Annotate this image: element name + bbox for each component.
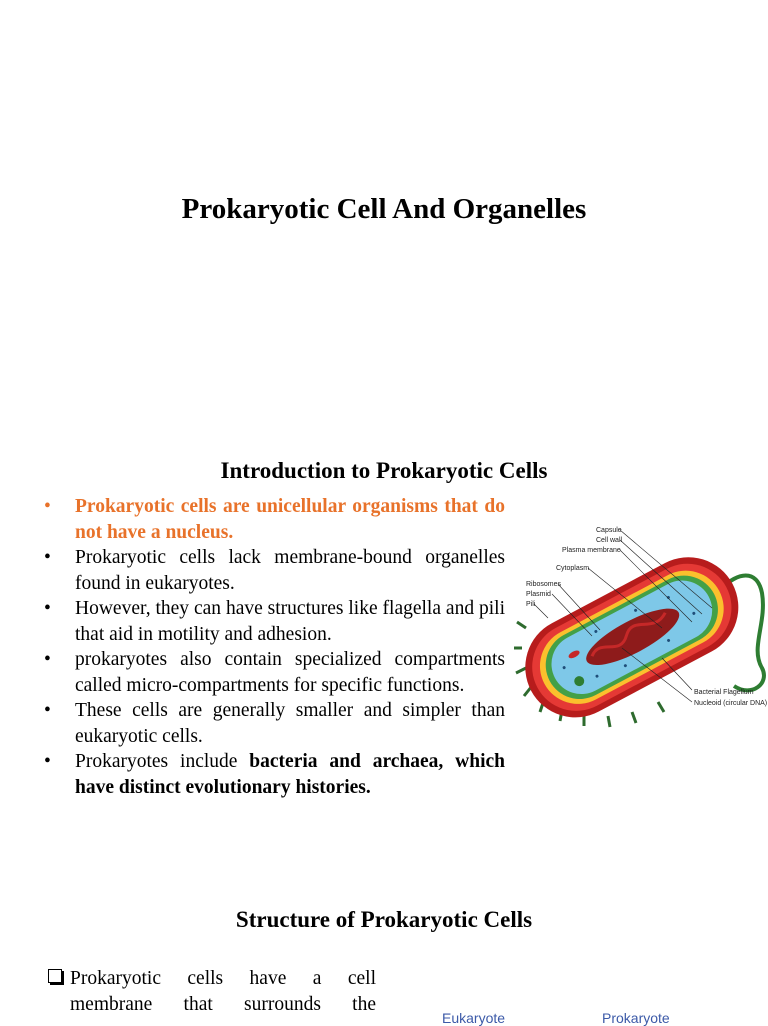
list-item: [46, 966, 376, 1018]
bullet-text: These cells are generally smaller and simpler than eukaryotic cells.: [75, 700, 505, 747]
cytoplasm-label: Cytoplasm: [556, 565, 590, 572]
cell-wall-label: Cell wall: [596, 537, 623, 544]
bullet-text-highlight: Prokaryotic cells are unicellular organisms that do not have a nucleus.: [75, 496, 505, 543]
bullet-icon: •: [44, 751, 51, 772]
intro-heading: Introduction to Prokaryotic Cells: [220, 458, 548, 483]
intro-bullet-list: [44, 494, 505, 800]
structure-heading: Structure of Prokaryotic Cells: [235, 907, 533, 932]
flagellum-label: Bacterial Flagellum: [694, 689, 754, 696]
list-item: [44, 545, 505, 596]
bullet-icon: •: [44, 547, 51, 568]
page-title: Prokaryotic Cell And Organelles: [181, 193, 587, 225]
prokaryote-label: Prokaryote: [602, 1010, 670, 1026]
bullet-text: Prokaryotic cells lack membrane-bound organelles found in eukaryotes.: [75, 547, 505, 594]
list-item: [44, 596, 505, 647]
plasma-membrane-label: Plasma membrane: [562, 547, 621, 554]
list-item: [44, 698, 505, 749]
bullet-text-prefix: Prokaryotes include: [75, 751, 250, 772]
list-item: [44, 749, 505, 800]
eukaryote-label: Eukaryote: [442, 1010, 506, 1026]
bullet-text-bold: bacteria and archaea, which have distinct evolutionary histories.: [75, 751, 506, 798]
list-item: [44, 647, 505, 698]
bullet-icon: •: [44, 649, 51, 670]
nucleoid-label: Nucleoid (circular DNA): [694, 700, 768, 707]
bullet-icon: •: [44, 700, 51, 721]
bullet-text: However, they can have structures like flagella and pili that aid in motility and adhesion.: [75, 598, 505, 645]
prokaryotic-cell-diagram: [512, 518, 768, 730]
bullet-icon: •: [44, 598, 51, 619]
bullet-icon: •: [44, 496, 51, 517]
plasmid-label: Plasmid: [526, 591, 551, 598]
pili-label: Pili: [526, 601, 536, 608]
bullet-text: prokaryotes also contain specialized compartments called micro-compartments for specific functions.: [75, 649, 505, 696]
ribosomes-label: Ribosomes: [526, 581, 562, 588]
structure-list: [46, 966, 376, 1018]
checkbox-bullet-icon: [48, 969, 62, 983]
list-item: [44, 494, 505, 545]
item-text: Prokaryotic cells have a cell membrane that surrounds the: [70, 968, 376, 1015]
capsule-label: Capsule: [596, 527, 622, 534]
